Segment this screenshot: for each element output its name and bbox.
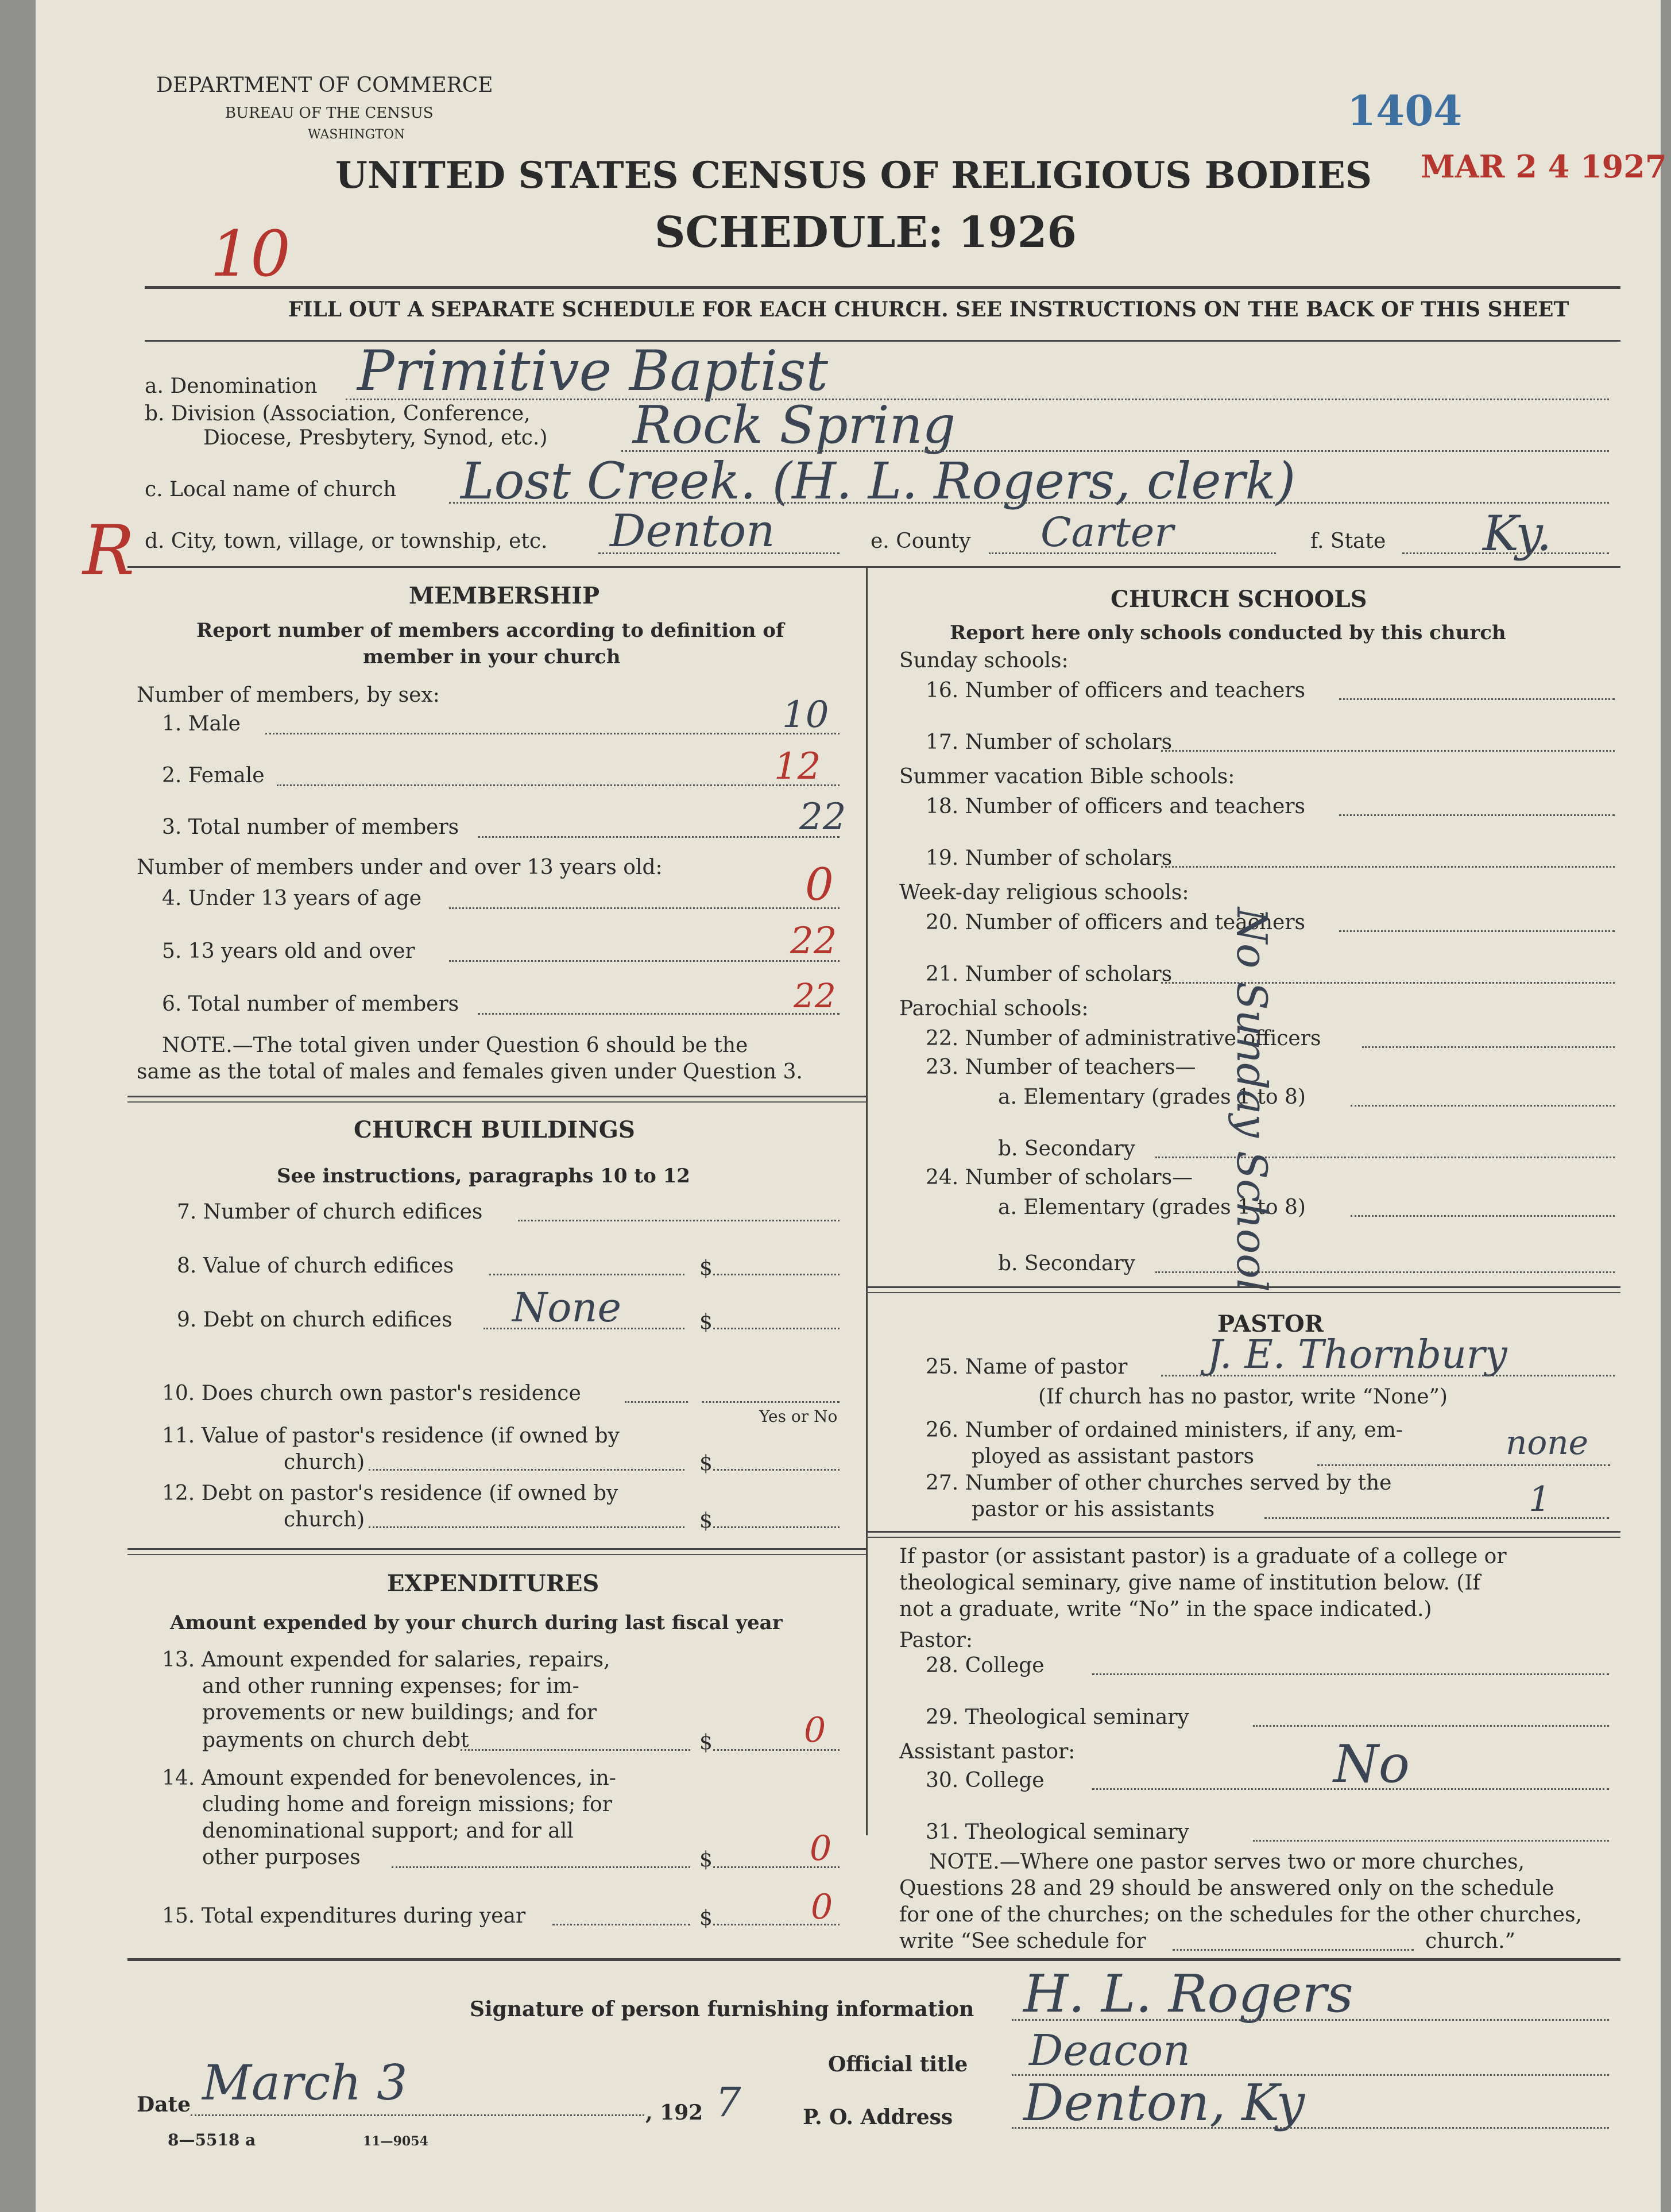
ordained-ministers-label: 26. Number of ordained ministers, if any, em-: [926, 1418, 1403, 1442]
total-members-by-age-label: 6. Total number of members: [162, 992, 459, 1016]
running-expenses-label: 13. Amount expended for salaries, repairs,: [162, 1648, 610, 1672]
department-name: DEPARTMENT OF COMMERCE: [156, 74, 493, 97]
hand-number: 10: [210, 217, 291, 291]
year-digit: 7: [715, 2079, 741, 2126]
total-expenditures-label: 15. Total expenditures during year: [162, 1904, 526, 1928]
signature-label: Signature of person furnishing information: [470, 1997, 974, 2021]
pastor-name-value: J. E. Thornbury: [1207, 1332, 1507, 1378]
edifice-debt-dollar: $: [699, 1310, 713, 1334]
local-name-value: Lost Creek. (H. L. Rogers, clerk): [461, 451, 1296, 511]
other-churches-label: 27. Number of other churches served by the: [926, 1471, 1392, 1495]
po-address-value: Denton, Ky: [1023, 2073, 1305, 2132]
denomination-value: Primitive Baptist: [357, 339, 829, 403]
city-label: d. City, town, village, or township, etc.: [145, 529, 548, 553]
stamp-date: MAR 2 4 1927: [1421, 148, 1667, 185]
residence-value-dollar: $: [699, 1452, 713, 1475]
pastor-note-line3: for one of the churches; on the schedules for the other churches,: [899, 1903, 1582, 1927]
church-edifices-label: 7. Number of church edifices: [177, 1200, 483, 1224]
yes-or-no-note: Yes or No: [759, 1407, 838, 1426]
scholars-elementary-label: a. Elementary (grades 1 to 8): [998, 1196, 1306, 1219]
state-label: f. State: [1310, 529, 1386, 553]
pastor-residence-label: 10. Does church own pastor's residence: [162, 1382, 581, 1405]
summer-officers-label: 18. Number of officers and teachers: [926, 795, 1306, 818]
signature-value: H. L. Rogers: [1023, 1964, 1353, 2024]
male-label: 1. Male: [162, 712, 241, 736]
over-13-label: 5. 13 years old and over: [162, 939, 415, 963]
print-number: 11—9054: [363, 2134, 428, 2149]
running-expenses-label-line2: and other running expenses; for im-: [202, 1675, 579, 1698]
other-churches-label-line2: pastor or his assistants: [972, 1498, 1215, 1521]
denomination-label: a. Denomination: [145, 374, 318, 398]
parochial-scholars-label: 24. Number of scholars—: [926, 1166, 1193, 1189]
weekday-officers-label: 20. Number of officers and teachers: [926, 911, 1306, 934]
graduate-instruction-line2: theological seminary, give name of institution below. (If: [899, 1571, 1480, 1595]
under-13-value: 0: [805, 859, 834, 911]
pastor-note: NOTE.—Where one pastor serves two or more churches,: [929, 1850, 1525, 1874]
census-schedule-sheet: [36, 0, 1667, 2212]
date-value: March 3: [202, 2055, 408, 2111]
official-title-label: Official title: [828, 2052, 968, 2076]
benevolences-value: 0: [810, 1828, 832, 1869]
no-sunday-school-note: No Sunday School: [1228, 907, 1276, 1292]
running-expenses-label-line3: provements or new buildings; and for: [202, 1701, 597, 1724]
running-expenses-label-line4: payments on church debt: [202, 1728, 469, 1752]
edifice-value-dollar: $: [699, 1256, 713, 1280]
ordained-ministers-value: none: [1506, 1423, 1588, 1462]
date-label: Date: [137, 2093, 191, 2117]
graduate-instruction: If pastor (or assistant pastor) is a graduate of a college or: [899, 1545, 1507, 1568]
edifice-value-label: 8. Value of church edifices: [177, 1254, 454, 1278]
benevolences-label-line2: cluding home and foreign missions; for: [202, 1793, 612, 1816]
membership-heading: MEMBERSHIP: [409, 582, 600, 609]
division-label: b. Division (Association, Conference,: [145, 402, 531, 426]
stamp-number: 1404: [1347, 86, 1463, 135]
over-13-value: 22: [790, 920, 837, 962]
official-title-value: Deacon: [1029, 2026, 1190, 2075]
total-members-by-age-value: 22: [794, 976, 836, 1015]
church-schools-subheading: Report here only schools conducted by this church: [950, 621, 1506, 644]
division-label-line2: Diocese, Presbytery, Synod, etc.): [203, 426, 548, 450]
scholars-secondary-label: b. Secondary: [998, 1252, 1135, 1275]
other-churches-value: 1: [1529, 1479, 1551, 1519]
form-number: 8—5518 a: [168, 2130, 256, 2149]
parochial-schools-label: Parochial schools:: [899, 997, 1089, 1020]
age-members-label: Number of members under and over 13 years old:: [137, 856, 663, 879]
church-buildings-heading: CHURCH BUILDINGS: [354, 1116, 635, 1143]
membership-note: NOTE.—The total given under Question 6 should be the: [162, 1034, 748, 1057]
sunday-scholars-label: 17. Number of scholars: [926, 730, 1173, 754]
weekday-scholars-label: 21. Number of scholars: [926, 962, 1173, 986]
expenditures-subheading: Amount expended by your church during last fiscal year: [170, 1611, 783, 1634]
pastor-college-label: 28. College: [926, 1654, 1045, 1677]
graduate-instruction-line3: not a graduate, write “No” in the space indicated.): [899, 1598, 1432, 1621]
pastor-note-line2: Questions 28 and 29 should be answered only on the schedule: [899, 1877, 1554, 1900]
pastor-name-label: 25. Name of pastor: [926, 1355, 1128, 1379]
under-13-label: 4. Under 13 years of age: [162, 887, 422, 910]
schedule-title: SCHEDULE: 1926: [655, 208, 1077, 257]
teachers-secondary-label: b. Secondary: [998, 1137, 1135, 1161]
weekday-schools-label: Week-day religious schools:: [899, 881, 1189, 904]
year-prefix: , 192: [645, 2101, 703, 2125]
male-value: 10: [782, 694, 829, 736]
female-label: 2. Female: [162, 764, 265, 787]
edifice-debt-value: None: [512, 1284, 621, 1331]
county-label: e. County: [871, 529, 971, 553]
separate-schedule-instruction: FILL OUT A SEPARATE SCHEDULE FOR EACH CHURCH. SEE INSTRUCTIONS ON THE BACK OF THIS SHEET: [288, 297, 1569, 322]
pastor-heading: PASTOR: [1217, 1310, 1324, 1337]
no-pastor-note: (If church has no pastor, write “None”): [1038, 1385, 1448, 1409]
total-expenditures-value: 0: [811, 1887, 833, 1927]
benevolences-label: 14. Amount expended for benevolences, in-: [162, 1766, 616, 1790]
expenditures-heading: EXPENDITURES: [387, 1570, 599, 1597]
state-value: Ky.: [1483, 505, 1552, 562]
assistant-college-label: 30. College: [926, 1769, 1045, 1792]
local-name-label: c. Local name of church: [145, 478, 397, 501]
teachers-elementary-label: a. Elementary (grades 1 to 8): [998, 1085, 1306, 1109]
running-expenses-dollar: $: [699, 1731, 713, 1754]
pastor-note-line5: church.”: [1425, 1929, 1515, 1953]
summer-schools-label: Summer vacation Bible schools:: [899, 765, 1235, 788]
residence-value-label-line2: church): [284, 1451, 365, 1474]
assistant-seminary-label: 31. Theological seminary: [926, 1820, 1189, 1844]
membership-note-line2: same as the total of males and females given under Question 3.: [137, 1060, 803, 1084]
parochial-officers-label: 22. Number of administrative officers: [926, 1027, 1321, 1050]
edifice-debt-label: 9. Debt on church edifices: [177, 1308, 452, 1332]
residence-debt-label-line2: church): [284, 1508, 365, 1532]
total-members-label: 3. Total number of members: [162, 815, 459, 839]
membership-subheading: Report number of members according to definition of: [196, 619, 784, 642]
pastor-subheading: Pastor:: [899, 1629, 973, 1652]
sunday-officers-label: 16. Number of officers and teachers: [926, 679, 1306, 702]
residence-debt-dollar: $: [699, 1509, 713, 1533]
county-value: Carter: [1040, 509, 1174, 556]
female-value: 12: [774, 745, 821, 788]
city-name: WASHINGTON: [308, 127, 405, 142]
membership-subheading-2: member in your church: [363, 645, 621, 668]
division-value: Rock Spring: [633, 395, 956, 455]
members-by-sex-label: Number of members, by sex:: [137, 683, 440, 707]
total-expenditures-dollar: $: [699, 1907, 713, 1930]
running-expenses-value: 0: [804, 1710, 826, 1750]
pastor-seminary-label: 29. Theological seminary: [926, 1706, 1189, 1729]
pastor-note-line4: write “See schedule for: [899, 1929, 1146, 1953]
total-members-value: 22: [799, 796, 846, 838]
parochial-teachers-label: 23. Number of teachers—: [926, 1055, 1196, 1079]
summer-scholars-label: 19. Number of scholars: [926, 846, 1173, 870]
church-schools-heading: CHURCH SCHOOLS: [1111, 586, 1367, 613]
residence-value-label: 11. Value of pastor's residence (if owned by: [162, 1424, 620, 1448]
form-title: UNITED STATES CENSUS OF RELIGIOUS BODIES: [335, 154, 1372, 197]
po-address-label: P. O. Address: [803, 2105, 953, 2129]
sunday-schools-label: Sunday schools:: [899, 649, 1069, 672]
assistant-college-value: No: [1333, 1734, 1410, 1795]
assistant-pastor-subheading: Assistant pastor:: [899, 1740, 1076, 1764]
bureau-name: BUREAU OF THE CENSUS: [225, 105, 434, 122]
benevolences-dollar: $: [699, 1848, 713, 1871]
ordained-ministers-label-line2: ployed as assistant pastors: [972, 1445, 1254, 1468]
hand-mark: R: [83, 511, 135, 591]
city-value: Denton: [610, 505, 775, 557]
benevolences-label-line3: denominational support; and for all: [202, 1819, 574, 1843]
benevolences-label-line4: other purposes: [202, 1846, 361, 1869]
church-buildings-subheading: See instructions, paragraphs 10 to 12: [277, 1165, 690, 1188]
residence-debt-label: 12. Debt on pastor's residence (if owned by: [162, 1482, 618, 1505]
